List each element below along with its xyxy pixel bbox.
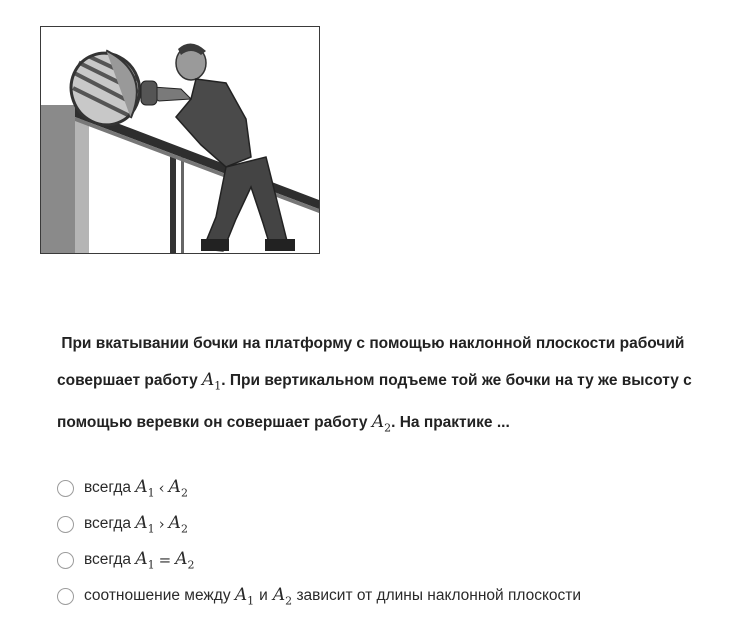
math-left: $A_1$ (135, 476, 155, 500)
answer-options (57, 470, 737, 614)
math-a2: $A_2$ (371, 412, 392, 435)
question-part-2: . При вертикальном подъеме той же бочки на ту же высоту с помощью веревки он совершает работу (57, 372, 692, 432)
math-left: $A_1$ (135, 548, 155, 572)
worker-rolling-barrel-icon (41, 27, 319, 253)
math-right: $A_2$ (168, 476, 188, 500)
question-part-1: При вкатывании бочки на платформу с помощью наклонной плоскости рабочий совершает работу (57, 335, 685, 389)
answer-option-2[interactable] (57, 506, 737, 542)
math-right: $A_2$ (175, 548, 195, 572)
question-part-3: . На практике ... (391, 414, 510, 432)
question-text (57, 326, 717, 447)
answer-option-4[interactable] (57, 578, 737, 614)
radio-button[interactable] (57, 480, 74, 497)
ramp-support (170, 155, 176, 253)
option-label: всегда (84, 479, 132, 496)
ramp-support (181, 155, 184, 253)
answer-option-1[interactable] (57, 470, 737, 506)
math-left: $A_1$ (234, 584, 255, 608)
math-a1: $A_1$ (202, 370, 222, 393)
math-right: $A_2$ (168, 512, 188, 536)
platform-block (41, 105, 75, 253)
option-label: всегда (84, 515, 132, 532)
comparison-operator: ‹ (158, 479, 165, 497)
radio-button[interactable] (57, 516, 74, 533)
answer-option-3[interactable] (57, 542, 737, 578)
worker-barrel-illustration (40, 26, 320, 254)
math-left: $A_1$ (135, 512, 155, 536)
option-suffix: зависит от длины наклонной плоскости (296, 587, 582, 604)
radio-button[interactable] (57, 588, 74, 605)
radio-button[interactable] (57, 552, 74, 569)
comparison-operator: = (158, 551, 172, 569)
math-right: $A_2$ (272, 584, 293, 608)
platform-side (75, 119, 89, 253)
conjunction: и (259, 587, 268, 604)
option-label: соотношение между (84, 587, 231, 604)
option-label: всегда (84, 551, 132, 568)
comparison-operator: › (158, 515, 165, 533)
